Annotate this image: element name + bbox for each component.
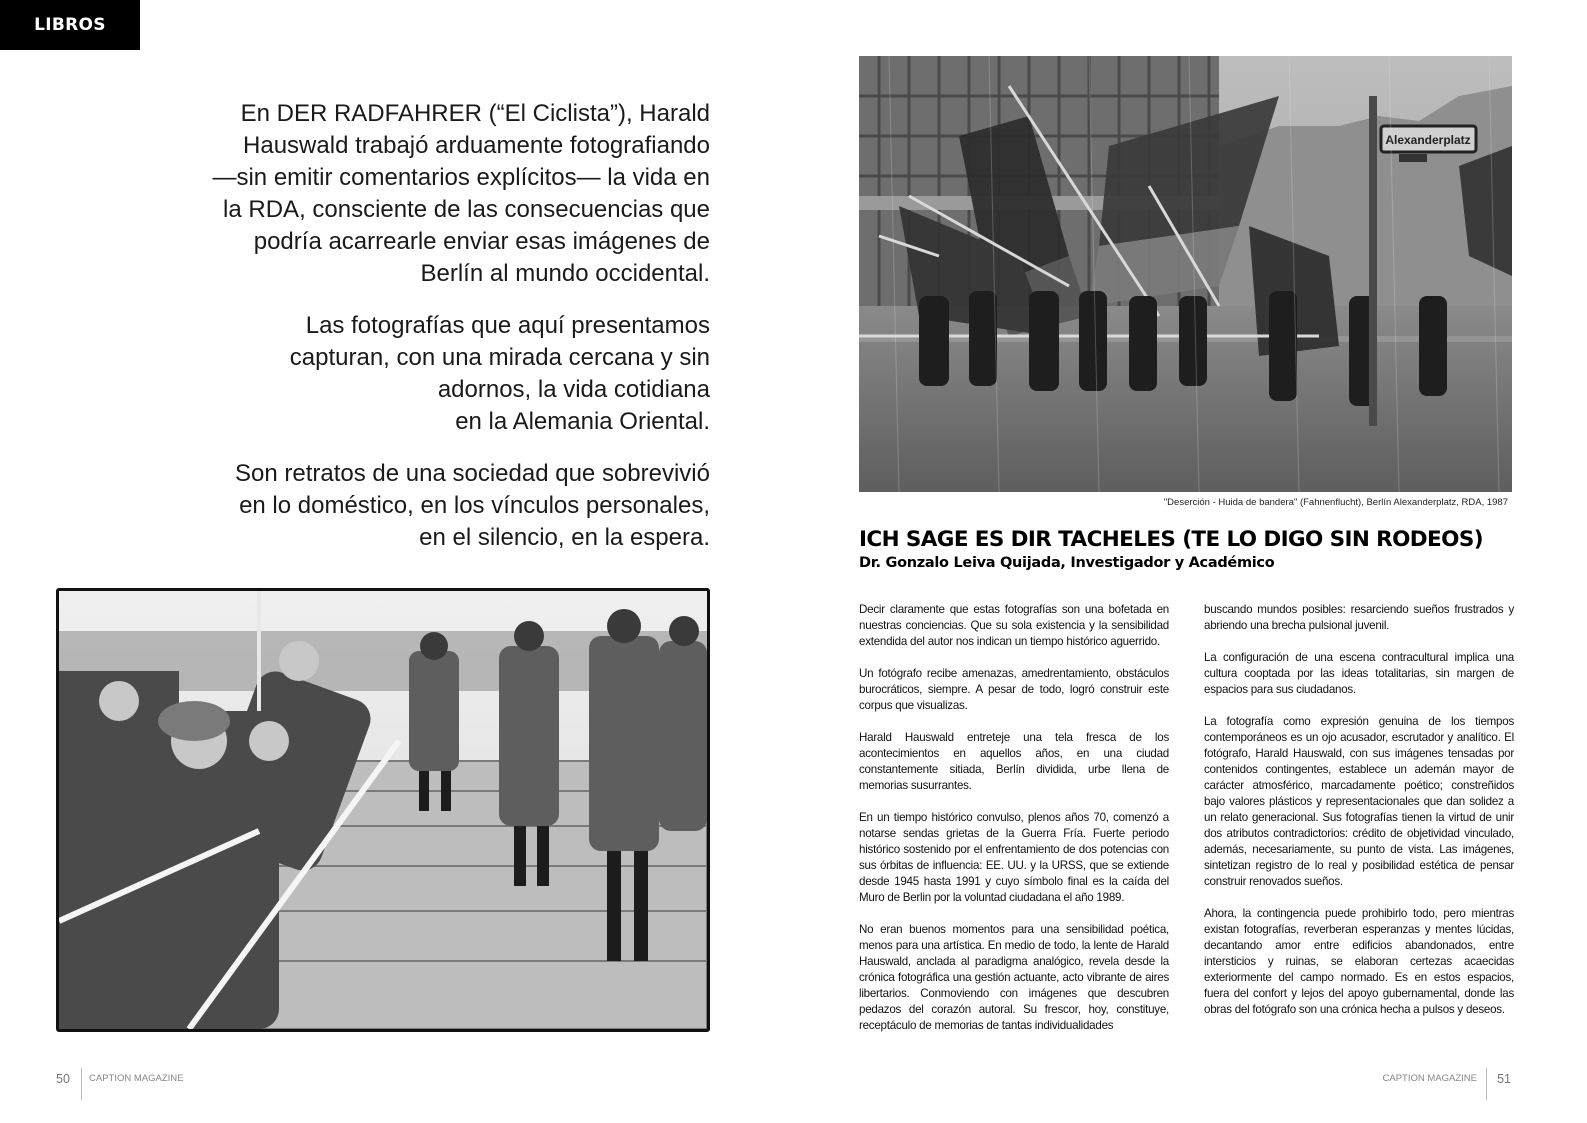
article-author: Dr. Gonzalo Leiva Quijada, Investigador y Académico xyxy=(859,555,1275,571)
article-paragraph: Ahora, la contingencia puede prohibirlo todo, pero mientras existan fotografías, reverberan esperanzas y mentes lúcidas, decantando amor entre edificios abandonados, entre intersticios y ruinas, se elaboran certezas acaecidas exteriormente del campo normado. Es en estos espacios, fuera del confort y lejos del apoyo gubernamental, donde las obras del fotógrafo son una crónica hecha a pulsos y deseos. xyxy=(1204,907,1514,1016)
intro-line: En DER RADFAHRER (“El Ciclista”), Harald xyxy=(240,100,710,127)
article-paragraph: La configuración de una escena contracultural implica una cultura cooptada por las ideas totalitarias, sin margen de espacios para sus ciudadanos. xyxy=(1204,651,1514,696)
intro-line: Las fotografías que aquí presentamos xyxy=(305,312,710,339)
intro-line: capturan, con una mirada cercana y sin xyxy=(289,344,710,371)
article-paragraph: buscando mundos posibles: resarciendo sueños frustrados y abriendo una brecha pulsional juvenil. xyxy=(1204,603,1514,632)
intro-line: la RDA, consciente de las consecuencias que xyxy=(223,196,710,223)
intro-line: en lo doméstico, en los vínculos personales, xyxy=(239,492,710,519)
folio-left xyxy=(56,1072,256,1102)
intro-paragraph xyxy=(200,458,710,554)
photo-stadium-stairs xyxy=(56,588,710,1032)
intro-line: Son retratos de una sociedad que sobrevivió xyxy=(235,460,710,487)
article-title: ICH SAGE ES DIR TACHELES (TE LO DIGO SIN RODEOS) xyxy=(859,527,1483,552)
article-paragraph: La fotografía como expresión genuina de los tiempos contemporáneos es un ojo acusador, escrutador y analítico. El fotógrafo, Harald Hauswald, con sus imágenes tensadas por contenidos contingentes, establece un ademán mayor de carácter atmosférico, marcadamente poético; constreñidos bajo valores plásticos y representacionales que dan solidez a un relato generacional. Sus fotografías tienen la virtud de unir dos atributos contradictorios: crédito de objetividad vinculado, además, necesariamente, su punto de vista. Las imágenes, sintetizan registro de lo real y posibilidad estética de pensar construir renovados sueños. xyxy=(1204,715,1514,888)
magazine-name-left: CAPTION MAGAZINE xyxy=(89,1073,184,1084)
magazine-name-right: CAPTION MAGAZINE xyxy=(1382,1073,1477,1084)
article-paragraph: No eran buenos momentos para una sensibilidad poética, menos para una artística. En medio de todo, la lente de Harald Hauswald, anclada al paradigma analógico, revela desde la crónica fotográfica una gestión actuante, acto vibrante de aires libertarios. Conmoviendo con imágenes que descubren pedazos del corazón autoral. Su frescor, hoy, constituye, receptáculo de memorias de tantas individualidades xyxy=(859,923,1169,1032)
intro-text xyxy=(200,98,710,574)
intro-line: Berlín al mundo occidental. xyxy=(420,260,710,287)
photo-alexanderplatz-illustration xyxy=(859,56,1512,492)
photo-stadium-illustration xyxy=(59,591,707,1029)
photo-caption: "Deserción - Huida de bandera" (Fahnenflucht), Berlín Alexanderplatz, RDA, 1987 xyxy=(1163,497,1508,508)
article-paragraph: Decir claramente que estas fotografías son una bofetada en nuestras conciencias. Que su sola existencia y la sensibilidad extendida del autor nos indican un tiempo histórico aguerrido. xyxy=(859,603,1169,648)
article-paragraph: En un tiempo histórico convulso, plenos años 70, comenzó a notarse sendas grietas de la Guerra Fría. Fuerte periodo histórico sostenido por el enfrentamiento de dos potencias con sus órbitas de influencia: EE. UU. y la URSS, que se extiende desde 1945 hasta 1991 y cuyo símbolo final es la caída del Muro de Berlin por la voluntad ciudadana el año 1989. xyxy=(859,811,1169,904)
photo-alexanderplatz-flags xyxy=(859,56,1512,492)
intro-line: en la Alemania Oriental. xyxy=(455,408,710,435)
page-number-left: 50 xyxy=(56,1072,70,1086)
folio-divider xyxy=(1486,1068,1487,1100)
article-column-2 xyxy=(1204,602,1514,1034)
intro-line: —sin emitir comentarios explícitos— la vida en xyxy=(212,164,710,191)
intro-line: en el silencio, en la espera. xyxy=(419,524,710,551)
intro-paragraph xyxy=(200,98,710,290)
intro-paragraph xyxy=(200,310,710,438)
article-column-1 xyxy=(859,602,1169,1050)
intro-line: podría acarrearle enviar esas imágenes de xyxy=(253,228,710,255)
folio-divider xyxy=(81,1068,82,1100)
folio-right xyxy=(1311,1072,1511,1102)
street-sign-text: Alexanderplatz xyxy=(1385,133,1471,147)
intro-line: Hauswald trabajó arduamente fotografiando xyxy=(243,132,710,159)
article-paragraph: Un fotógrafo recibe amenazas, amedrentamiento, obstáculos burocráticos, siempre. A pesar de todo, logró construir este corpus que visualizas. xyxy=(859,667,1169,712)
section-tab-libros: LIBROS xyxy=(0,0,140,50)
article-paragraph: Harald Hauswald entreteje una tela fresca de los acontecimientos en aquellos años, en una ciudad constantemente sitiada, Berlín dividida, urbe llena de memorias susurrantes. xyxy=(859,731,1169,792)
intro-line: adornos, la vida cotidiana xyxy=(437,376,710,403)
page-number-right: 51 xyxy=(1497,1072,1511,1086)
